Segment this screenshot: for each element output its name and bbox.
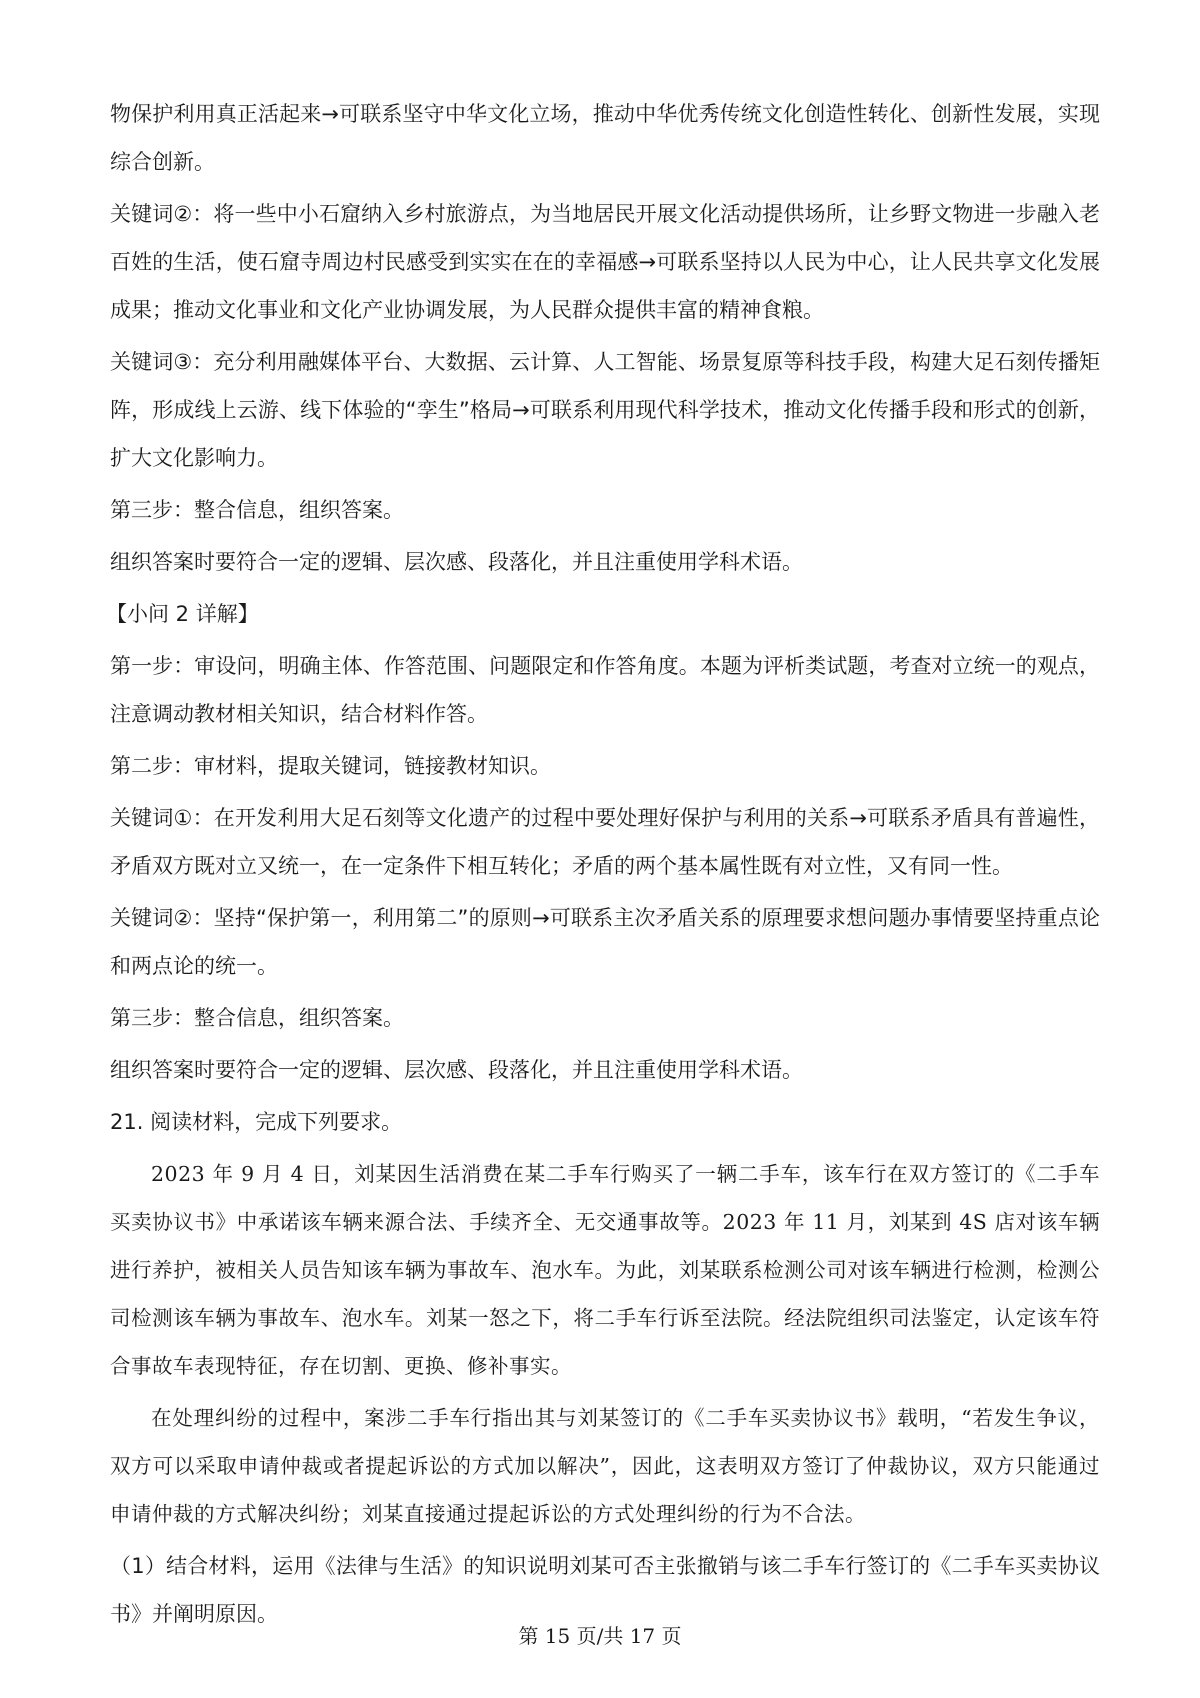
material-paragraph-2: 在处理纠纷的过程中，案涉二手车行指出其与刘某签订的《二手车买卖协议书》载明，“若发生争议，双方可以采取申请仲裁或者提起诉讼的方式加以解决”，因此，这表明双方签订了仲裁协议，双方只能通过申请仲裁的方式解决纠纷；刘某直接通过提起诉讼的方式处理纠纷的行为不合法。 xyxy=(110,1406,1100,1526)
question-21-part-1: （1）结合材料，运用《法律与生活》的知识说明刘某可否主张撤销与该二手车行签订的《二手车买卖协议书》并阐明原因。 xyxy=(110,1554,1100,1626)
paragraph-continuation: 物保护利用真正活起来→可联系坚守中华文化立场，推动中华优秀传统文化创造性转化、创新性发展，实现综合创新。 xyxy=(110,102,1100,174)
question-21-heading: 21. 阅读材料，完成下列要求。 xyxy=(110,1110,403,1134)
paragraph-step-3b: 第三步：整合信息，组织答案。 xyxy=(110,1006,404,1030)
paragraph-step-2: 第二步：审材料，提取关键词，链接教材知识。 xyxy=(110,754,551,778)
paragraph-keyword-2b: 关键词②：坚持“保护第一，利用第二”的原则→可联系主次矛盾关系的原理要求想问题办事情要坚持重点论和两点论的统一。 xyxy=(110,906,1100,978)
paragraph-organize-answer-b: 组织答案时要符合一定的逻辑、层次感、段落化，并且注重使用学科术语。 xyxy=(110,1058,803,1082)
page-content xyxy=(106,90,1100,1642)
page-footer: 第 15 页/共 17 页 xyxy=(518,1624,682,1648)
paragraph-step-3: 第三步：整合信息，组织答案。 xyxy=(110,498,404,522)
section-heading: 【小问 2 详解】 xyxy=(106,602,259,626)
paragraph-organize-answer: 组织答案时要符合一定的逻辑、层次感、段落化，并且注重使用学科术语。 xyxy=(110,550,803,574)
paragraph-keyword-2: 关键词②：将一些中小石窟纳入乡村旅游点，为当地居民开展文化活动提供场所，让乡野文物进一步融入老百姓的生活，使石窟寺周边村民感受到实实在在的幸福感→可联系坚持以人民为中心，让人民共享文化发展成果；推动文化事业和文化产业协调发展，为人民群众提供丰富的精神食粮。 xyxy=(110,202,1100,322)
material-paragraph-1: 2023 年 9 月 4 日，刘某因生活消费在某二手车行购买了一辆二手车，该车行在双方签订的《二手车买卖协议书》中承诺该车辆来源合法、手续齐全、无交通事故等。2023 年 11 月，刘某到 4S 店对该车辆进行养护，被相关人员告知该车辆为事故车、泡水车。为此，刘某联系检测公司对该车辆进行检测，检测公司检测该车辆为事故车、泡水车。刘某一怒之下，将二手车行诉至法院。经法院组织司法鉴定，认定该车符合事故车表现特征，存在切割、更换、修补事实。 xyxy=(110,1162,1100,1378)
paragraph-keyword-1b: 关键词①：在开发利用大足石刻等文化遗产的过程中要处理好保护与利用的关系→可联系矛盾具有普遍性，矛盾双方既对立又统一，在一定条件下相互转化；矛盾的两个基本属性既有对立性，又有同一性。 xyxy=(110,806,1100,878)
paragraph-keyword-3: 关键词③：充分利用融媒体平台、大数据、云计算、人工智能、场景复原等科技手段，构建大足石刻传播矩阵，形成线上云游、线下体验的“孪生”格局→可联系利用现代科学技术，推动文化传播手段和形式的创新，扩大文化影响力。 xyxy=(110,350,1100,470)
paragraph-step-1: 第一步：审设问，明确主体、作答范围、问题限定和作答角度。本题为评析类试题，考查对立统一的观点，注意调动教材相关知识，结合材料作答。 xyxy=(110,654,1100,726)
